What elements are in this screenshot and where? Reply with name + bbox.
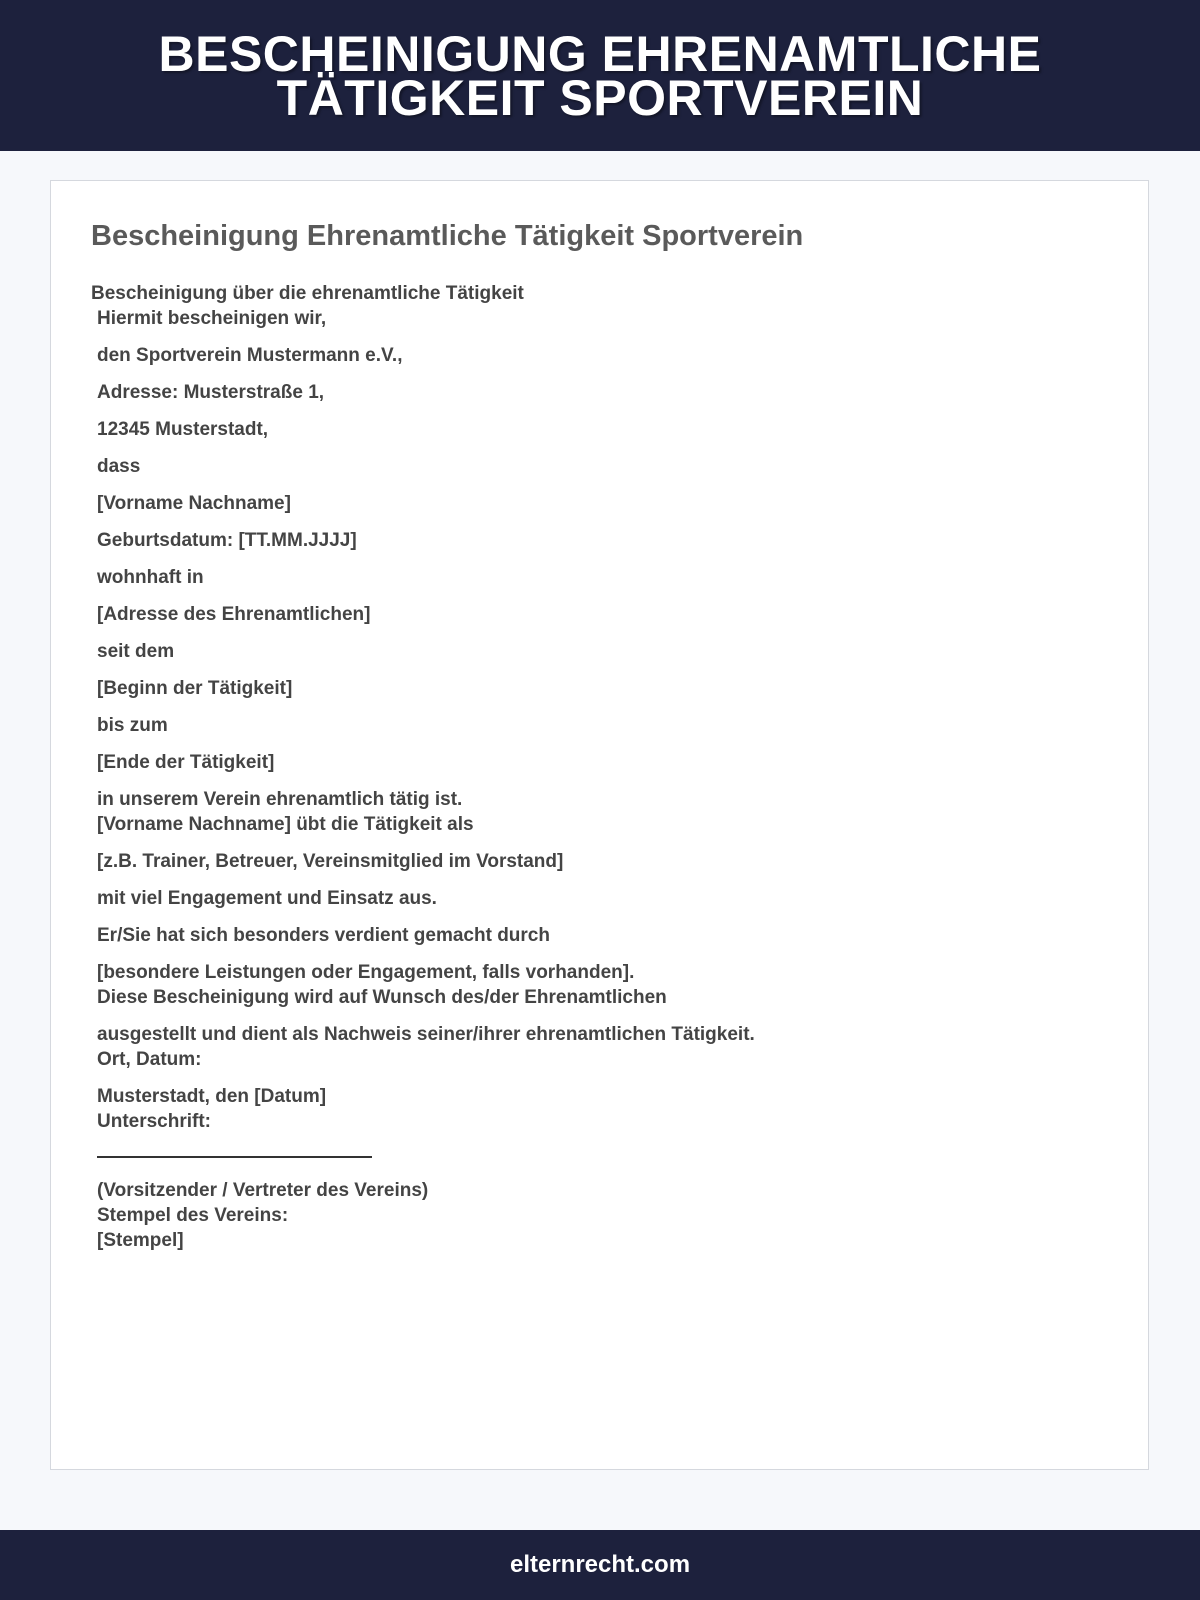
signature-line (97, 1156, 372, 1158)
document-line: Musterstadt, den [Datum] (97, 1086, 327, 1107)
document-line: ausgestellt und dient als Nachweis seiner/ihrer ehrenamtlichen Tätigkeit. (97, 1024, 755, 1045)
document-line: Hiermit bescheinigen wir, (97, 308, 327, 329)
signature-label: Unterschrift: (97, 1111, 212, 1132)
document-body (91, 281, 1111, 1253)
stamp-label: Stempel des Vereins: (97, 1205, 289, 1226)
document-line: dass (97, 456, 141, 477)
document-line: Adresse: Musterstraße 1, (97, 382, 325, 403)
document-line: in unserem Verein ehrenamtlich tätig ist. (97, 789, 463, 810)
document-line: Diese Bescheinigung wird auf Wunsch des/der Ehrenamtlichen (97, 987, 667, 1008)
document-intro: Bescheinigung über die ehrenamtliche Tätigkeit (91, 283, 524, 304)
document-card (50, 180, 1149, 1470)
document-line: bis zum (97, 715, 168, 736)
document-line: [Ende der Tätigkeit] (97, 752, 275, 773)
top-banner (0, 0, 1200, 151)
document-line: [Beginn der Tätigkeit] (97, 678, 293, 699)
document-line: [Vorname Nachname] (97, 493, 291, 514)
document-line: [z.B. Trainer, Betreuer, Vereinsmitglied im Vorstand] (97, 851, 564, 872)
footer-site-name: elternrecht.com (509, 1551, 691, 1578)
document-line: [besondere Leistungen oder Engagement, falls vorhanden]. (97, 962, 635, 983)
document-line: Geburtsdatum: [TT.MM.JJJJ] (97, 530, 357, 551)
document-heading: Bescheinigung Ehrenamtliche Tätigkeit Sportverein (91, 220, 804, 252)
document-line: seit dem (97, 641, 175, 662)
stamp-placeholder: [Stempel] (97, 1230, 184, 1251)
document-line: den Sportverein Mustermann e.V., (97, 345, 403, 366)
footer-banner (0, 1530, 1200, 1600)
signature-space (91, 1134, 1111, 1156)
document-line: Er/Sie hat sich besonders verdient gemacht durch (97, 925, 550, 946)
document-line: wohnhaft in (97, 567, 204, 588)
document-line: Ort, Datum: (97, 1049, 202, 1070)
document-line: [Adresse des Ehrenamtlichen] (97, 604, 371, 625)
document-line: [Vorname Nachname] übt die Tätigkeit als (97, 814, 474, 835)
page-title: BESCHEINIGUNG EHRENAMTLICHE TÄTIGKEIT SPORTVEREIN (158, 25, 1042, 126)
document-line: mit viel Engagement und Einsatz aus. (97, 888, 437, 909)
signer-role: (Vorsitzender / Vertreter des Vereins) (97, 1180, 429, 1201)
document-line: 12345 Musterstadt, (97, 419, 269, 440)
